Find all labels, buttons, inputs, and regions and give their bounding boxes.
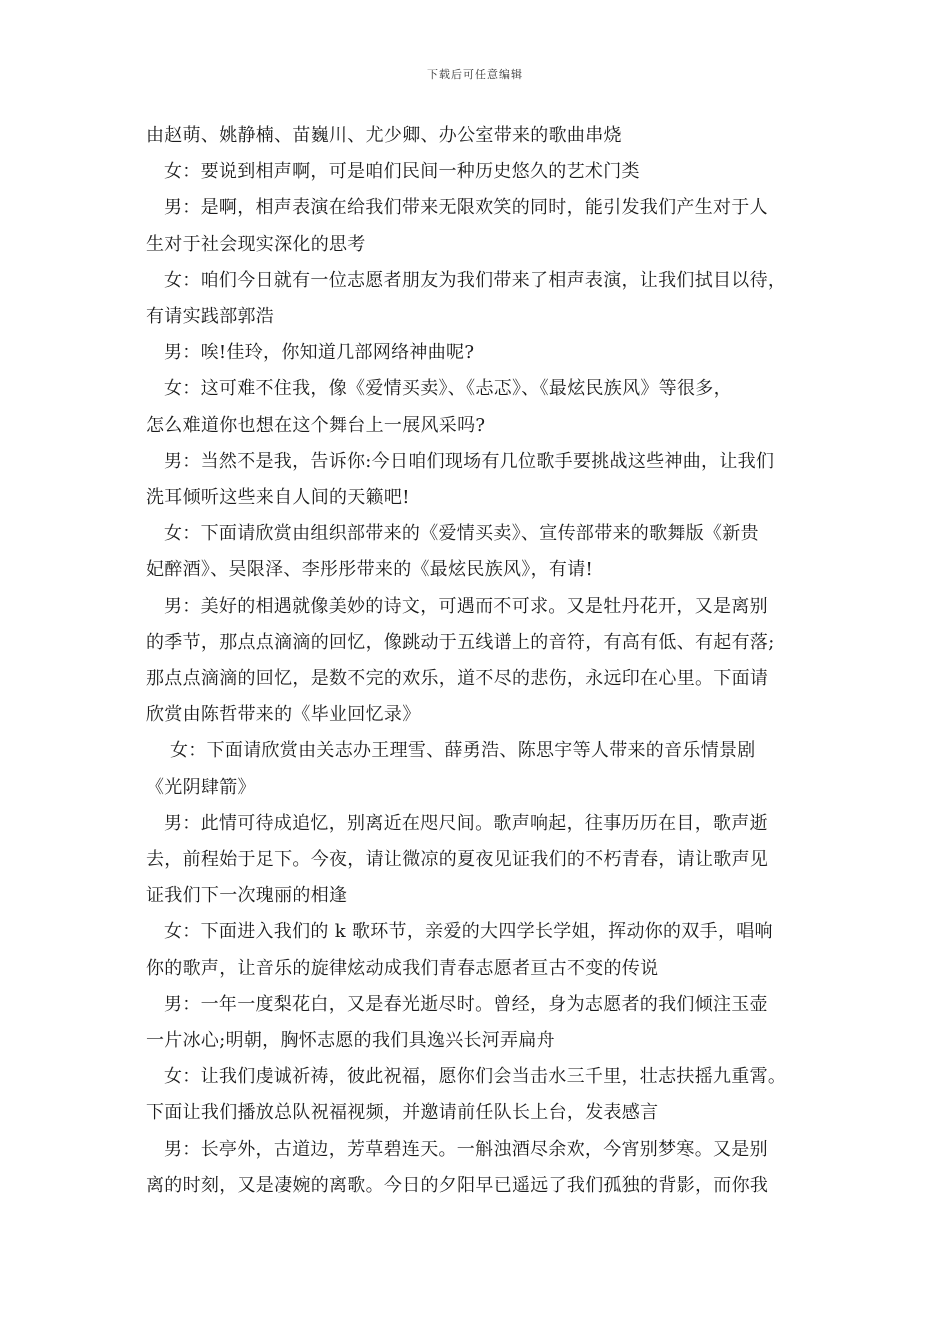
text-line: 女：下面请欣赏由组织部带来的《爱情买卖》、宣传部带来的歌舞版《新贵	[164, 523, 759, 545]
text-line: 女：这可难不住我，像《爱情买卖》、《忐忑》、《最炫民族风》等很多，	[164, 378, 732, 400]
text-line: 女：让我们虔诚祈祷，彼此祝福，愿你们会当击水三千里，壮志扶摇九重霄。	[164, 1066, 787, 1088]
text-line: 去，前程始于足下。今夜，请让微凉的夏夜见证我们的不朽青春，请让歌声见	[146, 849, 769, 871]
text-line: 证我们下一次瑰丽的相逢	[146, 885, 348, 907]
document-body	[146, 118, 822, 1204]
text-line: 男：是啊，相声表演在给我们带来无限欢笑的同时，能引发我们产生对于人	[164, 197, 768, 219]
text-line: 生对于社会现实深化的思考	[146, 233, 366, 255]
text-line: 《光阴肆箭》	[146, 776, 256, 798]
text-line: 妃醉酒》、吴限泽、李彤彤带来的《最炫民族风》，有请!	[146, 559, 594, 581]
text-line: 由赵萌、姚静楠、苗巍川、尤少卿、办公室带来的歌曲串烧	[146, 125, 622, 146]
text-line: 的季节，那点点滴滴的回忆，像跳动于五线谱上的音符，有高有低、有起有落;	[146, 631, 775, 653]
text-line: 怎么难道你也想在这个舞台上一展风采吗?	[146, 414, 486, 436]
text-line: 离的时刻，又是凄婉的离歌。今日的夕阳早已遥远了我们孤独的背影，而你我	[146, 1174, 769, 1196]
text-line: 男：长亭外，古道边，芳草碧连天。一斛浊酒尽余欢，今宵别梦寒。又是别	[164, 1138, 768, 1160]
text-line: 洗耳倾听这些来自人间的天籁吧!	[146, 487, 410, 509]
text-line: 女：下面请欣赏由关志办王理雪、薛勇浩、陈思宇等人带来的音乐情景剧	[170, 740, 756, 762]
text-line: 女：咱们今日就有一位志愿者朋友为我们带来了相声表演，让我们拭目以待，	[164, 269, 787, 291]
text-line: 你的歌声，让音乐的旋律炫动成我们青春志愿者亘古不变的传说	[146, 957, 659, 979]
text-line: 男：唉!佳玲，你知道几部网络神曲呢?	[164, 342, 475, 364]
text-line: 女：要说到相声啊，可是咱们民间一种历史悠久的艺术门类	[164, 161, 640, 183]
text-line: 下面让我们播放总队祝福视频，并邀请前任队长上台，发表感言	[146, 1102, 659, 1124]
text-line: 男：此情可待成追忆，别离近在咫尺间。歌声响起，往事历历在目，歌声逝	[164, 812, 768, 834]
text-line: 男：当然不是我，告诉你:今日咱们现场有几位歌手要挑战这些神曲，让我们	[164, 450, 775, 472]
text-line: 男：一年一度梨花白，又是春光逝尽时。曾经，身为志愿者的我们倾注玉壶	[164, 993, 768, 1015]
page-header: 下载后可任意编辑	[427, 68, 523, 81]
text-line: 一片冰心;明朝，胸怀志愿的我们具逸兴长河弄扁舟	[146, 1030, 555, 1052]
text-line: 欣赏由陈哲带来的《毕业回忆录》	[146, 704, 421, 726]
text-line: 有请实践部郭浩	[146, 306, 275, 328]
text-line: 那点点滴滴的回忆，是数不完的欢乐，道不尽的悲伤，永远印在心里。下面请	[146, 668, 769, 690]
text-line: 男：美好的相遇就像美妙的诗文，可遇而不可求。又是牡丹花开，又是离别	[164, 595, 768, 617]
text-line: 女：下面进入我们的 k 歌环节，亲爱的大四学长学姐，挥动你的双手，唱响	[164, 921, 773, 943]
